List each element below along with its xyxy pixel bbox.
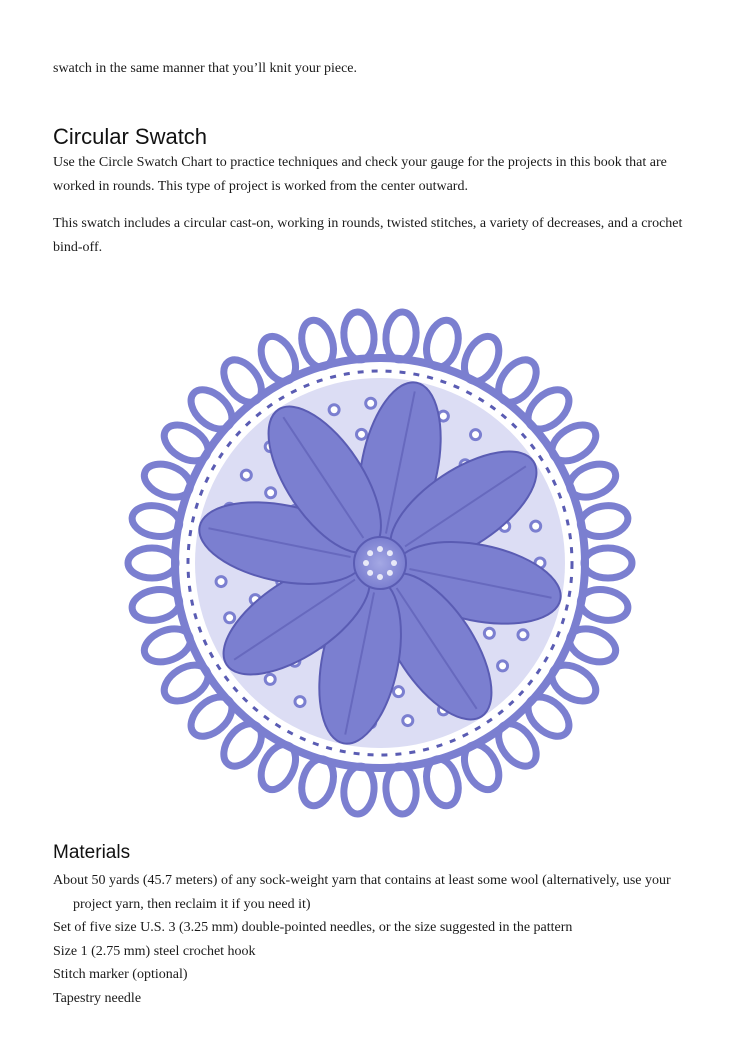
- eyelet: [266, 488, 276, 498]
- eyelet: [484, 628, 494, 638]
- materials-item: Tapestry needle: [53, 990, 142, 1006]
- picot-loop: [384, 311, 418, 362]
- eyelet: [356, 429, 366, 439]
- intro-paragraph: swatch in the same manner that you’ll knit your piece.: [53, 61, 358, 76]
- center-eyelet: [377, 574, 383, 580]
- circular-swatch-paragraph-2: This swatch includes a circular cast-on, working in rounds, twisted stitches, a variety of decreases, and a crochet bind-off.: [53, 216, 683, 255]
- eyelet: [295, 697, 305, 707]
- materials-item: Stitch marker (optional): [53, 967, 188, 982]
- knitted-circular-swatch-photo: [120, 305, 640, 825]
- picot-loop: [342, 765, 376, 816]
- center-eyelet: [387, 550, 393, 556]
- eyelet: [531, 521, 541, 531]
- picot-loop: [584, 548, 632, 578]
- circular-swatch-heading: Circular Swatch: [53, 124, 208, 149]
- center-eyelet: [377, 546, 383, 552]
- eyelet: [329, 405, 339, 415]
- eyelet: [241, 470, 251, 480]
- center-eyelet: [367, 550, 373, 556]
- center-eyelet: [387, 570, 393, 576]
- center-eyelet: [367, 570, 373, 576]
- picot-loop: [128, 548, 176, 578]
- picot-loop: [342, 311, 376, 362]
- eyelet: [225, 613, 235, 623]
- picot-loop: [384, 765, 418, 816]
- materials-item: Size 1 (2.75 mm) steel crochet hook: [53, 943, 256, 959]
- eyelet: [403, 716, 413, 726]
- eyelet: [366, 398, 376, 408]
- center-eyelet: [363, 560, 369, 566]
- eyelet: [498, 661, 508, 671]
- swatch-center: [354, 537, 406, 589]
- materials-item: Set of five size U.S. 3 (3.25 mm) double-pointed needles, or the size suggested in the pattern: [53, 920, 573, 935]
- center-eyelet: [391, 560, 397, 566]
- materials-item: About 50 yards (45.7 meters) of any sock-weight yarn that contains at least some wool (alternatively, use your project yarn, then reclaim it if you need it): [53, 873, 671, 912]
- eyelet: [471, 430, 481, 440]
- eyelet: [216, 577, 226, 587]
- materials-list: [53, 869, 713, 1010]
- eyelet: [518, 630, 528, 640]
- circular-swatch-paragraph-1: Use the Circle Swatch Chart to practice techniques and check your gauge for the projects in this book that are worked in rounds. This type of project is worked from the center outward.: [53, 155, 667, 194]
- eyelet: [394, 687, 404, 697]
- eyelet: [265, 674, 275, 684]
- materials-heading: Materials: [53, 842, 131, 863]
